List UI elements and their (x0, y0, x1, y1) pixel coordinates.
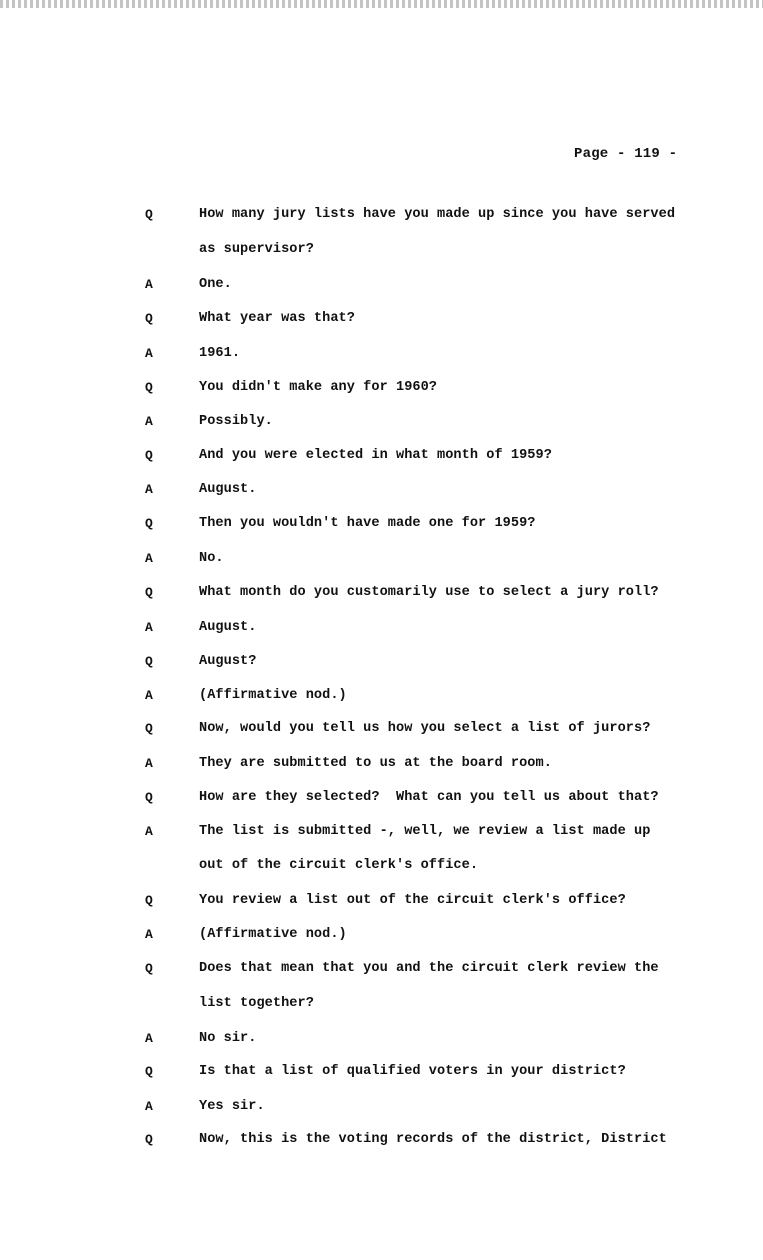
transcript-line-continuation (0, 995, 763, 1017)
transcript-line (0, 345, 763, 367)
speaker-label: Q (145, 654, 153, 669)
line-text-continuation: as supervisor? (199, 242, 314, 257)
speaker-label: A (145, 482, 153, 497)
transcript-line (0, 1063, 763, 1085)
speaker-label: A (145, 824, 153, 839)
transcript-line (0, 413, 763, 435)
transcript-line (0, 1030, 763, 1052)
speaker-label: A (145, 620, 153, 635)
line-text: No. (199, 551, 224, 566)
line-text: How are they selected? What can you tell us about that? (199, 790, 659, 805)
transcript-line (0, 653, 763, 675)
speaker-label: Q (145, 1132, 153, 1147)
speaker-label: Q (145, 790, 153, 805)
line-text: How many jury lists have you made up since you have served (199, 207, 676, 222)
line-text: August. (199, 482, 257, 497)
page-number: Page - 119 - (574, 146, 678, 162)
transcript-line (0, 481, 763, 503)
transcript-line (0, 755, 763, 777)
line-text: Is that a list of qualified voters in your district? (199, 1064, 626, 1079)
speaker-label: Q (145, 1064, 153, 1079)
transcript-line (0, 276, 763, 298)
line-text: They are submitted to us at the board room. (199, 756, 552, 771)
speaker-label: Q (145, 893, 153, 908)
line-text: Does that mean that you and the circuit clerk review the (199, 961, 659, 976)
line-text-continuation: out of the circuit clerk's office. (199, 858, 479, 873)
transcript-line-continuation (0, 241, 763, 263)
line-text: And you were elected in what month of 1959? (199, 448, 552, 463)
speaker-label: Q (145, 207, 153, 222)
line-text: Possibly. (199, 414, 273, 429)
speaker-label: Q (145, 516, 153, 531)
line-text: 1961. (199, 346, 241, 361)
transcript-line (0, 1098, 763, 1120)
line-text: Now, would you tell us how you select a list of jurors? (199, 721, 651, 736)
line-text-continuation: list together? (199, 996, 314, 1011)
line-text: No sir. (199, 1031, 257, 1046)
speaker-label: A (145, 414, 153, 429)
speaker-label: A (145, 346, 153, 361)
transcript-line (0, 379, 763, 401)
speaker-label: A (145, 1031, 153, 1046)
transcript-line (0, 206, 763, 228)
speaker-label: Q (145, 585, 153, 600)
line-text: Then you wouldn't have made one for 1959? (199, 516, 536, 531)
speaker-label: A (145, 551, 153, 566)
transcript-line (0, 550, 763, 572)
transcript-line (0, 789, 763, 811)
speaker-label: A (145, 756, 153, 771)
line-text: (Affirmative nod.) (199, 927, 347, 942)
line-text: You didn't make any for 1960? (199, 380, 438, 395)
transcript-line (0, 619, 763, 641)
speaker-label: A (145, 1099, 153, 1114)
line-text: August. (199, 620, 257, 635)
line-text: August? (199, 654, 257, 669)
transcript-line (0, 926, 763, 948)
transcript-line (0, 584, 763, 606)
line-text: The list is submitted -, well, we review a list made up (199, 824, 651, 839)
transcript-line-continuation (0, 857, 763, 879)
speaker-label: A (145, 927, 153, 942)
transcript-line (0, 823, 763, 845)
line-text: One. (199, 277, 232, 292)
transcript-line (0, 687, 763, 709)
speaker-label: A (145, 277, 153, 292)
speaker-label: Q (145, 961, 153, 976)
speaker-label: Q (145, 721, 153, 736)
transcript-line (0, 447, 763, 469)
transcript-line (0, 515, 763, 537)
line-text: What year was that? (199, 311, 355, 326)
line-text: What month do you customarily use to select a jury roll? (199, 585, 659, 600)
speaker-label: Q (145, 448, 153, 463)
line-text: Yes sir. (199, 1099, 265, 1114)
transcript-line (0, 1131, 763, 1153)
transcript-line (0, 892, 763, 914)
speaker-label: Q (145, 311, 153, 326)
transcript-line (0, 720, 763, 742)
line-text: You review a list out of the circuit clerk's office? (199, 893, 626, 908)
line-text: Now, this is the voting records of the district, District (199, 1132, 667, 1147)
speaker-label: Q (145, 380, 153, 395)
transcript-line (0, 960, 763, 982)
line-text: (Affirmative nod.) (199, 688, 347, 703)
transcript-line (0, 310, 763, 332)
speaker-label: A (145, 688, 153, 703)
